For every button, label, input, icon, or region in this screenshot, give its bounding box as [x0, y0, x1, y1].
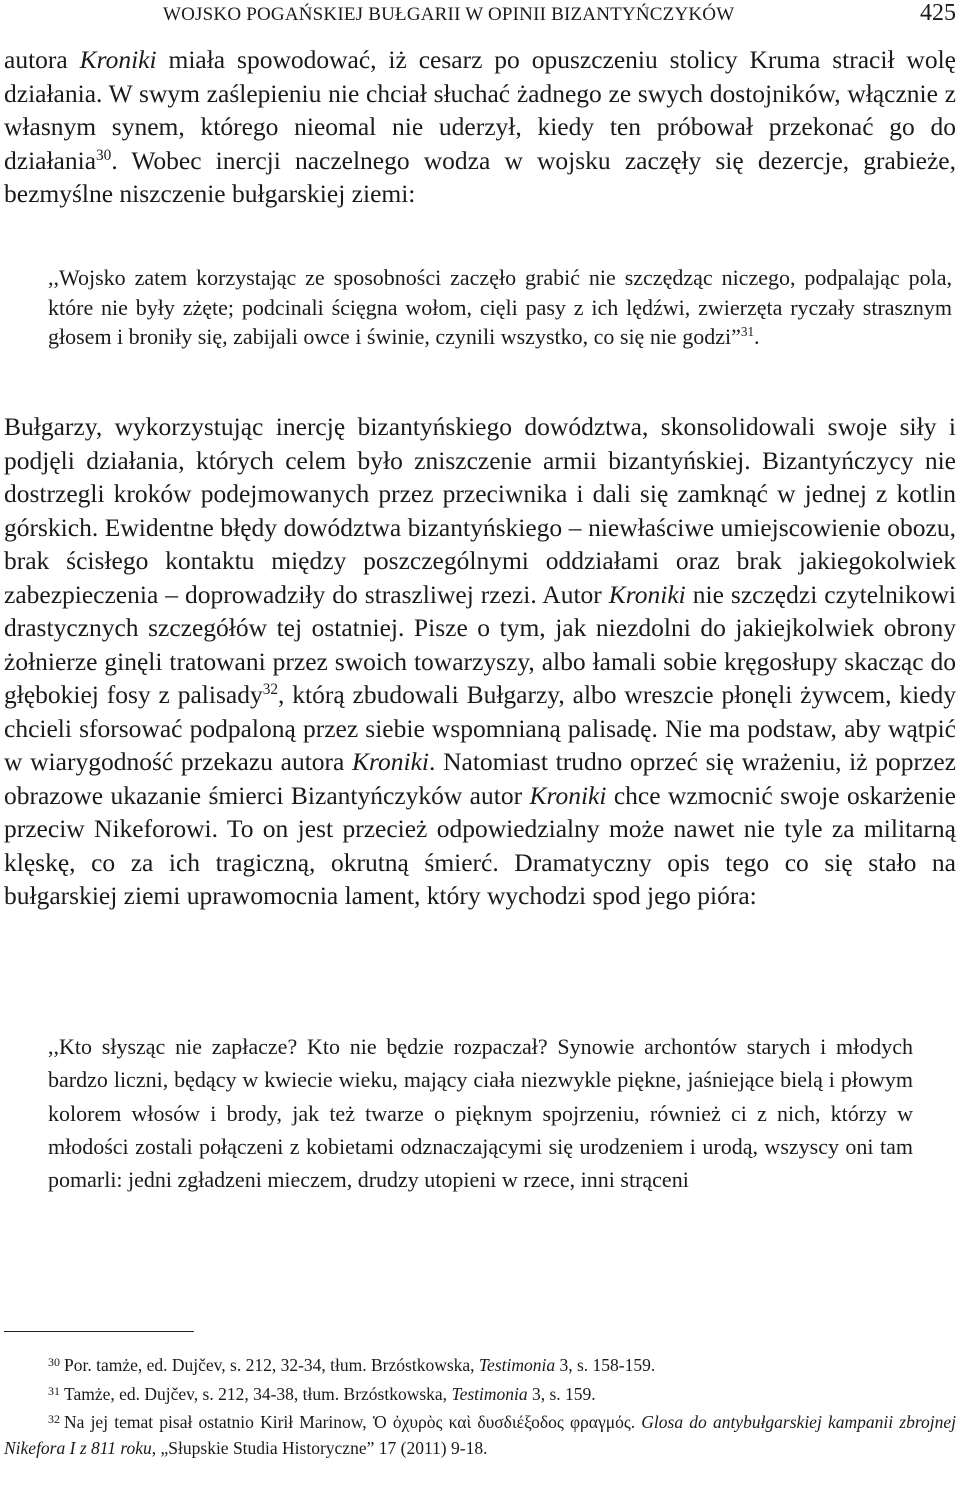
footnote-text: Na jej temat pisał ostatnio Kirił Marinow, Ὁ ὀχυρὸς καὶ δυσδιέξοδος φραγμός. — [64, 1412, 642, 1433]
footnote-31 — [4, 1379, 956, 1408]
text-run: . Natomiast trudno oprzeć się wrażeniu, iż poprzez obrazowe ukazanie śmierci Bizantyńczyków autor — [4, 747, 956, 810]
text-run: nie szczędzi czytelnikowi drastycznych szczegółów tej ostatniej. Pisze o tym, jak niezdolni do jakiejkolwiek obrony żołnierze ginęli tratowani przez swoich towarzyszy, albo łamali sobie kręgosłupy skacząc do głębokiej fosy z palisady — [4, 579, 956, 709]
quote-text: ,,Wojsko zatem korzystając ze sposobności zaczęło grabić nie szczędząc niczego, podpalając pola, które nie były zżęte; podcinali ścięgna wołom, cięli pasy z ich lędźwi, zwierzęta ryczały strasznym głosem i broniły się, zabijali owce i świnie, czynili wszystko, co się nie godzi” — [48, 265, 952, 350]
footnotes — [4, 1350, 956, 1461]
footnote-text: Tamże, ed. Dujčev, s. 212, 34-38, tłum. Brzóstkowska, — [64, 1383, 452, 1404]
block-quote-1 — [48, 263, 952, 352]
text-run: , którą zbudowali Bułgarzy, albo wreszcie płonęli żywcem, kiedy chcieli sforsować podpaloną przez siebie wspomnianą palisadę. Nie ma podstaw, aby wątpić w wiarygodność przekazu autora — [4, 680, 956, 776]
text-run: miała spowodować, iż cesarz po opuszczeniu stolicy Kruma stracił wolę działania. W swym zaślepieniu nie chciał słuchać żadnego ze swych dostojników, włącznie z własnym synem, którego nieomal nie uderzył, kiedy ten próbował przekonać go do działania — [4, 45, 956, 175]
footnote-italic: Glosa do antybułgarskiej kampanii zbrojnej Nikefora I z 811 roku — [4, 1412, 956, 1458]
text-run: . — [754, 324, 760, 350]
footnote-32 — [4, 1407, 956, 1461]
body-paragraph-2 — [4, 410, 956, 913]
footnote-italic: Testimonia — [451, 1383, 528, 1404]
italic-title: Kroniki — [608, 579, 686, 609]
text-run: chce wzmocnić swoje oskarżenie przeciw Nikeforowi. To on jest przecież odpowiedzialny może nawet nie tyle za militarną klęskę, co za ich tragiczną, okrutną śmierć. Dramatyczny opis tego co się stało na bułgarskiej ziemi uprawomocnia lament, który wychodzi spod jego pióra: — [4, 780, 956, 910]
footnote-number: 32 — [48, 1412, 60, 1427]
footnote-ref-30[interactable]: 30 — [96, 146, 112, 164]
italic-title: Kroniki — [352, 747, 430, 776]
quote-text: ,,Kto słysząc nie zapłacze? Kto nie będzie rozpaczał? Synowie archontów starych i młodych bardzo liczni, będący w kwiecie wieku, mający ciała niezwykle piękne, jaśniejące bielą i płowym kolorem włosów i brody, jak też twarze o pięknym spojrzeniu, również ci z nich, którzy w młodości zostali połączeni z kobietami odznaczającymi się urodzeniem i urodą, wszyscy oni tam pomarli: jedni zgładzeni mieczem, drudzy utopieni w rzece, inni strąceni — [48, 1034, 913, 1193]
page-number: 425 — [920, 0, 956, 26]
footnote-italic: Testimonia — [478, 1355, 556, 1375]
text-run: . Wobec inercji naczelnego wodza w wojsku zaczęły się dezercje, grabieże, bezmyślne niszczenie bułgarskiej ziemi: — [4, 145, 956, 208]
footnote-text: 3, s. 158-159. — [555, 1355, 656, 1375]
block-quote-2 — [48, 1030, 913, 1196]
footnote-30 — [4, 1350, 956, 1379]
footnote-ref-31[interactable]: 31 — [740, 324, 755, 340]
page-header — [150, 0, 960, 30]
running-head: WOJSKO POGAŃSKIEJ BUŁGARII W OPINII BIZANTYŃCZYKÓW — [163, 4, 735, 25]
footnote-number: 30 — [48, 1355, 60, 1369]
italic-title: Kroniki — [529, 780, 607, 810]
footnote-text: 3, s. 159. — [527, 1383, 596, 1404]
text-run: autora — [4, 45, 80, 74]
body-paragraph-1 — [4, 43, 956, 211]
italic-title: Kroniki — [79, 45, 157, 74]
footnote-text: Por. tamże, ed. Dujčev, s. 212, 32-34, tłum. Brzóstkowska, — [64, 1355, 479, 1375]
footnote-text: , „Słupskie Studia Historyczne” 17 (2011) 9-18. — [151, 1437, 488, 1458]
text-run: Bułgarzy, wykorzystując inercję bizantyńskiego dowództwa, skonsolidowali swoje siły i podjęli działania, których celem było zniszczenie armii bizantyńskiej. Bizantyńczycy nie dostrzegli kroków podejmowanych przez przeciwnika i dali się zamknąć w jednej z kotlin górskich. Ewidentne błędy dowództwa bizantyńskiego – niewłaściwe umiejscowienie obozu, brak ścisłego kontaktu między poszczególnymi oddziałami oraz brak jakiegokolwiek zabezpieczenia – doprowadziły do straszliwej rzezi. Autor — [4, 412, 956, 609]
footnote-number: 31 — [48, 1383, 60, 1398]
footnote-ref-32[interactable]: 32 — [262, 680, 278, 698]
footnote-separator — [4, 1331, 194, 1332]
